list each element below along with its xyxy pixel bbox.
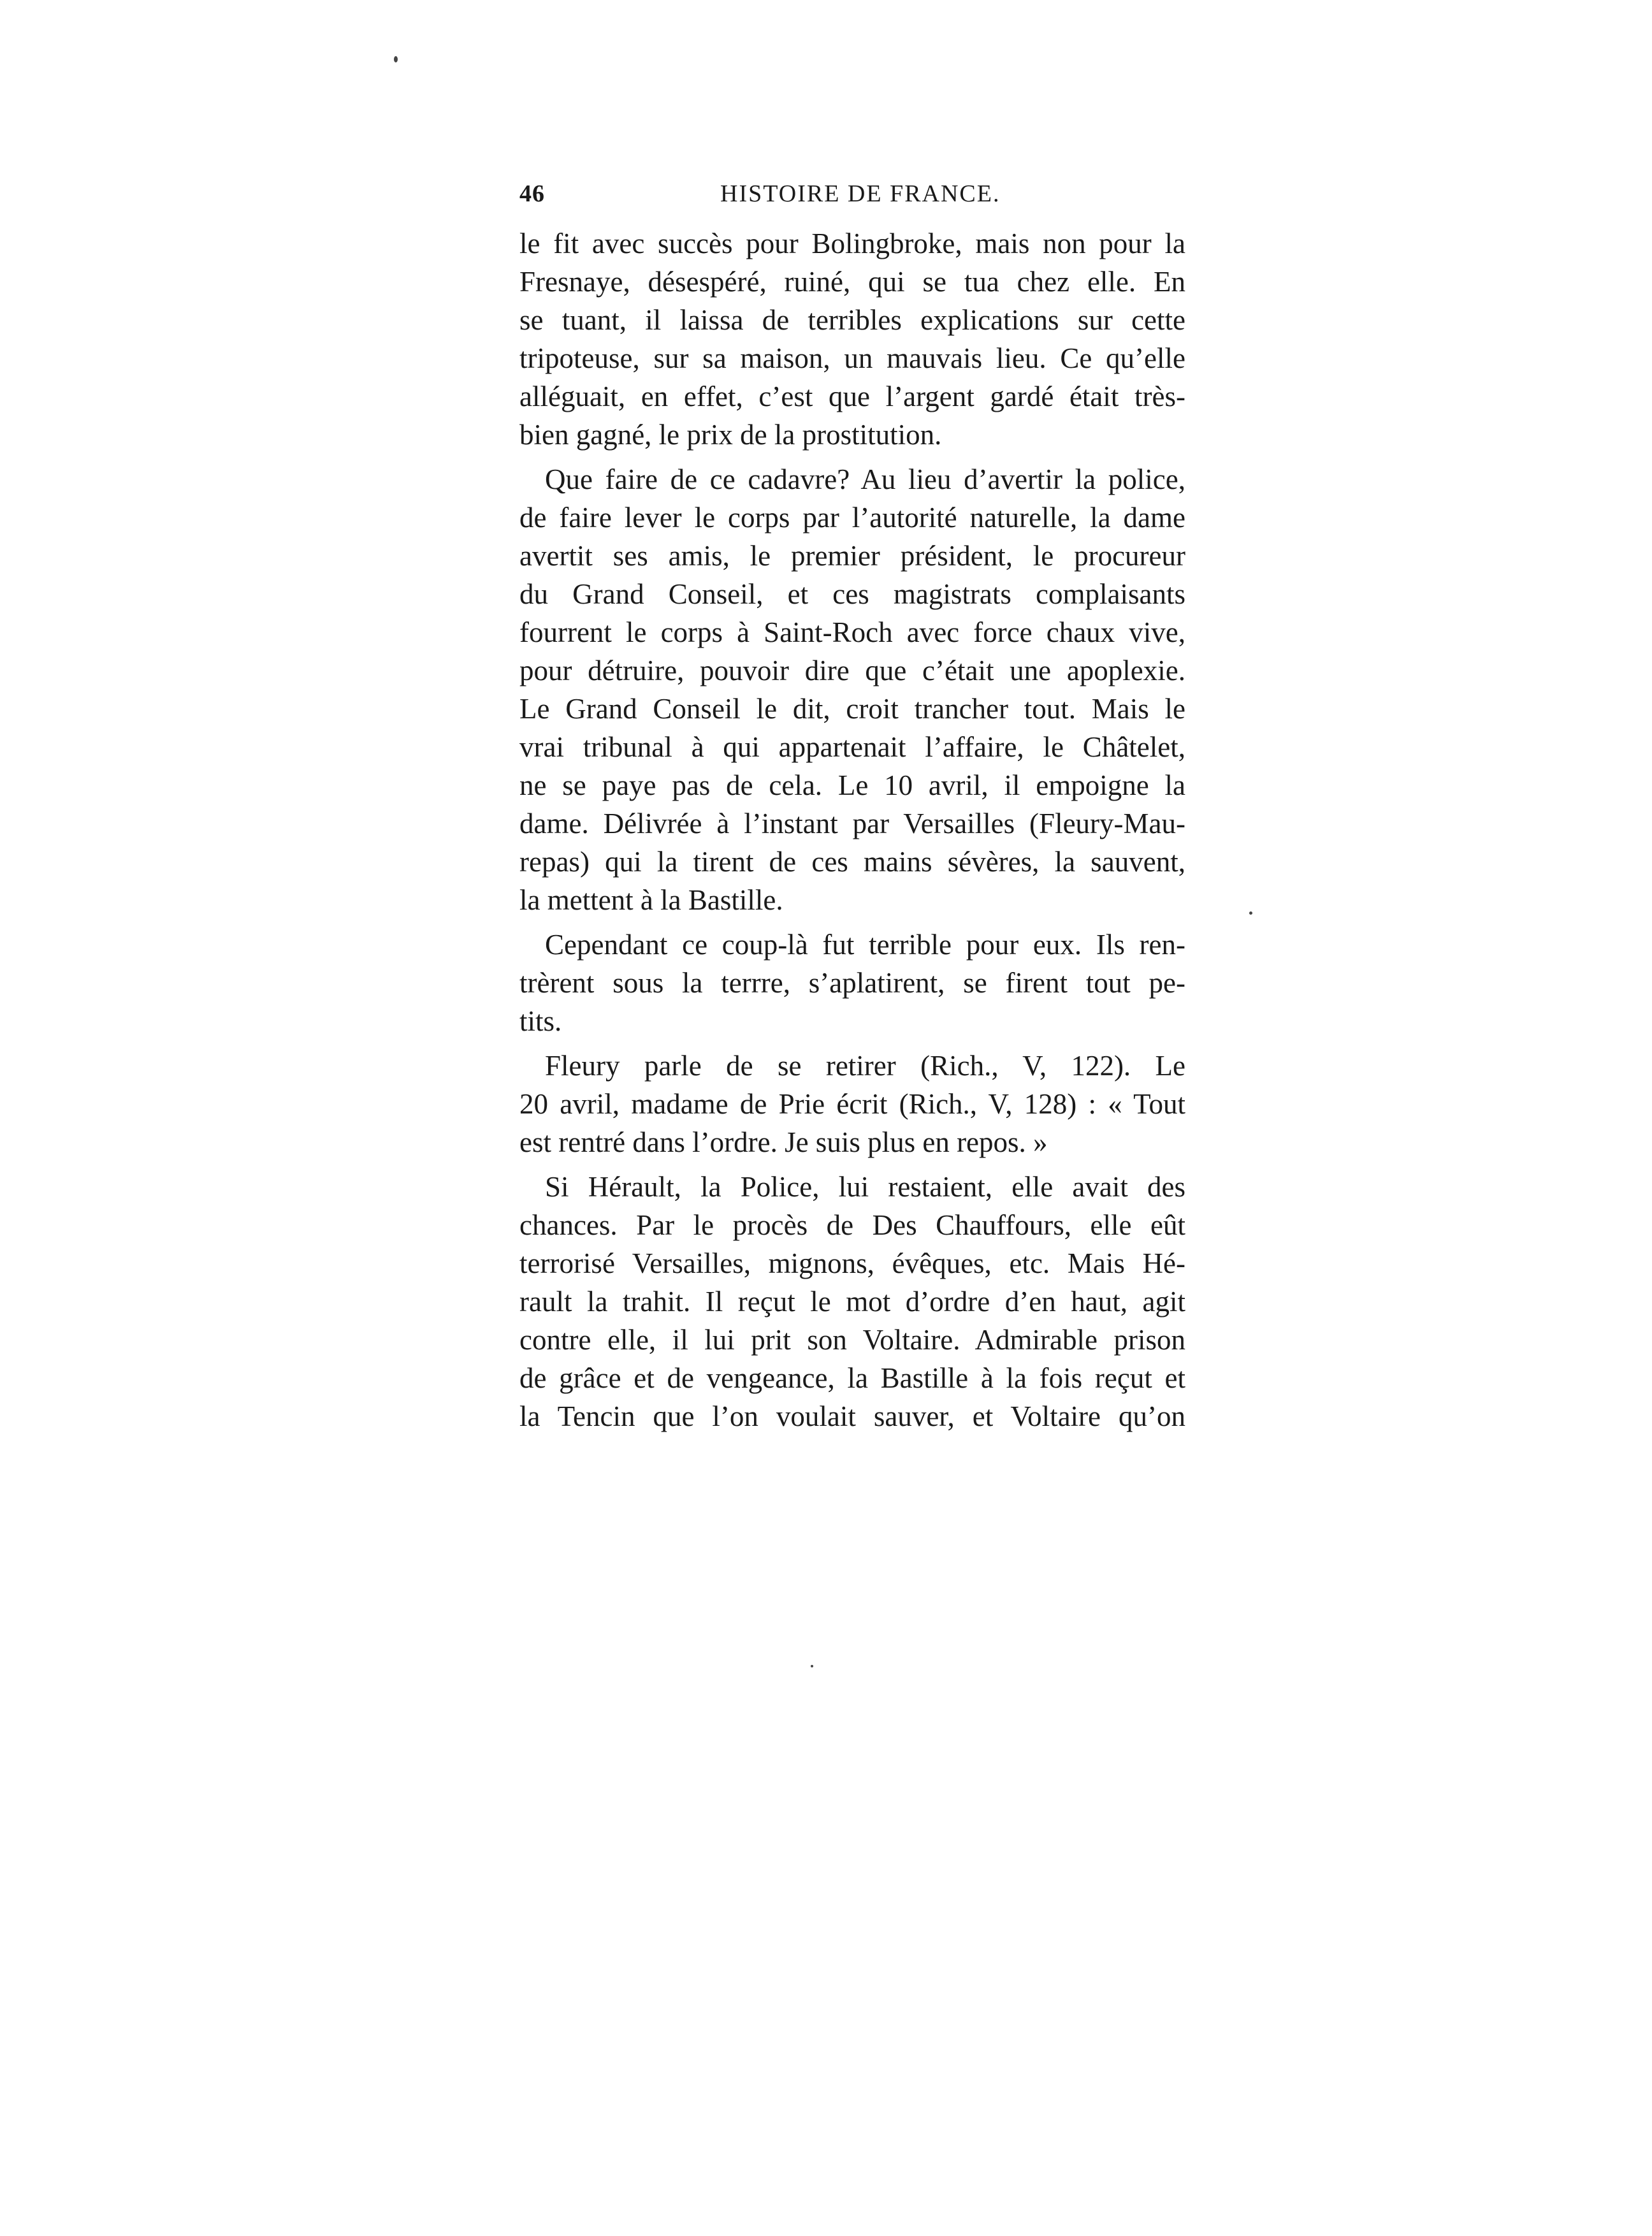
text-line: dame. Délivrée à l’instant par Versailles (Fleury-Mau- <box>519 808 1185 839</box>
text-line: le fit avec succès pour Bolingbroke, mais non pour la <box>519 228 1185 259</box>
scan-speck <box>811 1665 813 1667</box>
text-line: Que faire de ce cadavre? Au lieu d’avertir la police, <box>545 463 1185 495</box>
text-line: la mettent à la Bastille. <box>519 884 783 916</box>
text-line: bien gagné, le prix de la prostitution. <box>519 419 942 451</box>
text-line: Si Hérault, la Police, lui restaient, elle avait des <box>545 1171 1185 1203</box>
text-line: avertit ses amis, le premier président, le procureur <box>519 540 1185 572</box>
paragraph-1 <box>519 224 1185 454</box>
text-line: est rentré dans l’ordre. Je suis plus en repos. » <box>519 1126 1048 1158</box>
text-line: Le Grand Conseil le dit, croit trancher tout. Mais le <box>519 693 1185 725</box>
paragraph-5 <box>519 1168 1185 1435</box>
paragraph-4 <box>519 1047 1185 1161</box>
text-line: ne se paye pas de cela. Le 10 avril, il empoigne la <box>519 769 1185 801</box>
text-line: la Tencin que l’on voulait sauver, et Voltaire qu’on <box>519 1400 1185 1432</box>
text-line: se tuant, il laissa de terribles explications sur cette <box>519 304 1185 336</box>
scan-speck <box>394 56 398 62</box>
text-line: Fleury parle de se retirer (Rich., V, 122). Le <box>545 1050 1185 1082</box>
running-head <box>519 180 1185 218</box>
page-number: 46 <box>519 180 545 207</box>
text-line: tripoteuse, sur sa maison, un mauvais lieu. Ce qu’elle <box>519 342 1185 374</box>
text-line: vrai tribunal à qui appartenait l’affaire, le Châtelet, <box>519 731 1185 763</box>
text-line: Fresnaye, désespéré, ruiné, qui se tua chez elle. En <box>519 266 1185 298</box>
text-line: contre elle, il lui prit son Voltaire. Admirable prison <box>519 1324 1185 1356</box>
text-line: trèrent sous la terrre, s’aplatirent, se firent tout pe- <box>519 967 1185 999</box>
paragraph-2 <box>519 460 1185 919</box>
text-line: repas) qui la tirent de ces mains sévères, la sauvent, <box>519 846 1185 878</box>
text-line: Cependant ce coup-là fut terrible pour eux. Ils ren- <box>545 929 1185 961</box>
text-line: fourrent le corps à Saint-Roch avec force chaux vive, <box>519 616 1185 648</box>
text-line: rault la trahit. Il reçut le mot d’ordre d’en haut, agit <box>519 1286 1185 1318</box>
text-line: pour détruire, pouvoir dire que c’était une apoplexie. <box>519 655 1185 686</box>
text-line: de faire lever le corps par l’autorité naturelle, la dame <box>519 502 1185 534</box>
running-title: HISTOIRE DE FRANCE. <box>720 180 1001 207</box>
body-text <box>519 224 1185 1435</box>
scan-speck <box>1249 911 1252 915</box>
text-line: de grâce et de vengeance, la Bastille à la fois reçut et <box>519 1362 1185 1394</box>
text-line: alléguait, en effet, c’est que l’argent gardé était très- <box>519 381 1185 412</box>
text-line: du Grand Conseil, et ces magistrats complaisants <box>519 578 1185 610</box>
text-line: chances. Par le procès de Des Chauffours, elle eût <box>519 1209 1185 1241</box>
text-line: tits. <box>519 1005 562 1037</box>
paragraph-3 <box>519 926 1185 1040</box>
text-line: terrorisé Versailles, mignons, évêques, etc. Mais Hé- <box>519 1247 1185 1279</box>
text-line: 20 avril, madame de Prie écrit (Rich., V, 128) : « Tout <box>519 1088 1185 1120</box>
